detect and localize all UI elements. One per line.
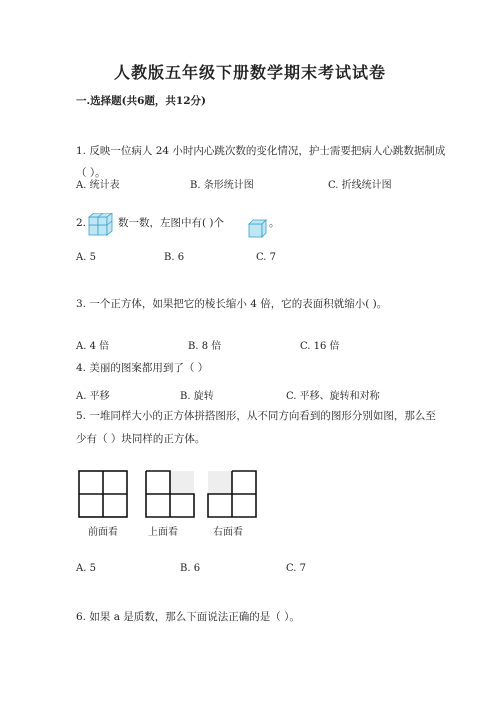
question-3-option-a[interactable]: A. 4 倍: [76, 341, 110, 352]
top-view-label: 上面看: [148, 527, 178, 538]
question-1-option-a[interactable]: A. 统计表: [76, 180, 120, 191]
question-2-end: 。: [269, 217, 280, 229]
question-1-line-2: （ ）。: [76, 167, 106, 179]
question-5-option-c[interactable]: C. 7: [286, 563, 307, 574]
question-3-option-b[interactable]: B. 8 倍: [188, 341, 222, 352]
question-2-number: 2.: [76, 217, 87, 229]
question-2-text: 数一数，左图中有( )个: [118, 217, 225, 229]
question-3-text: 3. 一个正方体，如果把它的棱长缩小 4 倍，它的表面积就缩小( )。: [76, 298, 388, 310]
question-4-text: 4. 美丽的图案都用到了（ ）: [76, 362, 209, 374]
question-4-option-b[interactable]: B. 旋转: [180, 391, 214, 402]
question-1-option-b[interactable]: B. 条形统计图: [190, 180, 254, 191]
right-view-label: 右面看: [213, 527, 243, 538]
right-view-figure: [207, 470, 257, 518]
question-6-text: 6. 如果 a 是质数，那么下面说法正确的是（ ）。: [76, 611, 300, 623]
question-2-option-c[interactable]: C. 7: [256, 252, 277, 263]
front-view-label: 前面看: [88, 527, 118, 538]
question-1-option-c[interactable]: C. 折线统计图: [328, 180, 392, 191]
section-heading: 一.选择题(共6题，共12分): [76, 95, 207, 107]
question-5-option-b[interactable]: B. 6: [180, 563, 201, 574]
question-2-option-a[interactable]: A. 5: [76, 252, 96, 263]
front-view-figure: [78, 470, 128, 518]
single-cube-icon: [248, 219, 268, 238]
question-5-line-2: 少有（ ）块同样的正方体。: [76, 433, 206, 445]
question-5-option-a[interactable]: A. 5: [76, 563, 96, 574]
question-3-option-c[interactable]: C. 16 倍: [300, 341, 340, 352]
question-5-line-1: 5. 一堆同样大小的正方体拼搭图形，从不同方向看到的图形分别如图，那么至: [76, 410, 436, 422]
stacked-cubes-figure: [87, 213, 117, 239]
question-2-option-b[interactable]: B. 6: [164, 252, 185, 263]
question-4-option-c[interactable]: C. 平移、旋转和对称: [286, 391, 380, 402]
top-view-figure: [145, 470, 195, 518]
question-4-option-a[interactable]: A. 平移: [76, 391, 110, 402]
question-1-line-1: 1. 反映一位病人 24 小时内心跳次数的变化情况，护士需要把病人心跳数据制成: [76, 145, 446, 157]
page-title: 人教版五年级下册数学期末考试试卷: [113, 63, 386, 82]
